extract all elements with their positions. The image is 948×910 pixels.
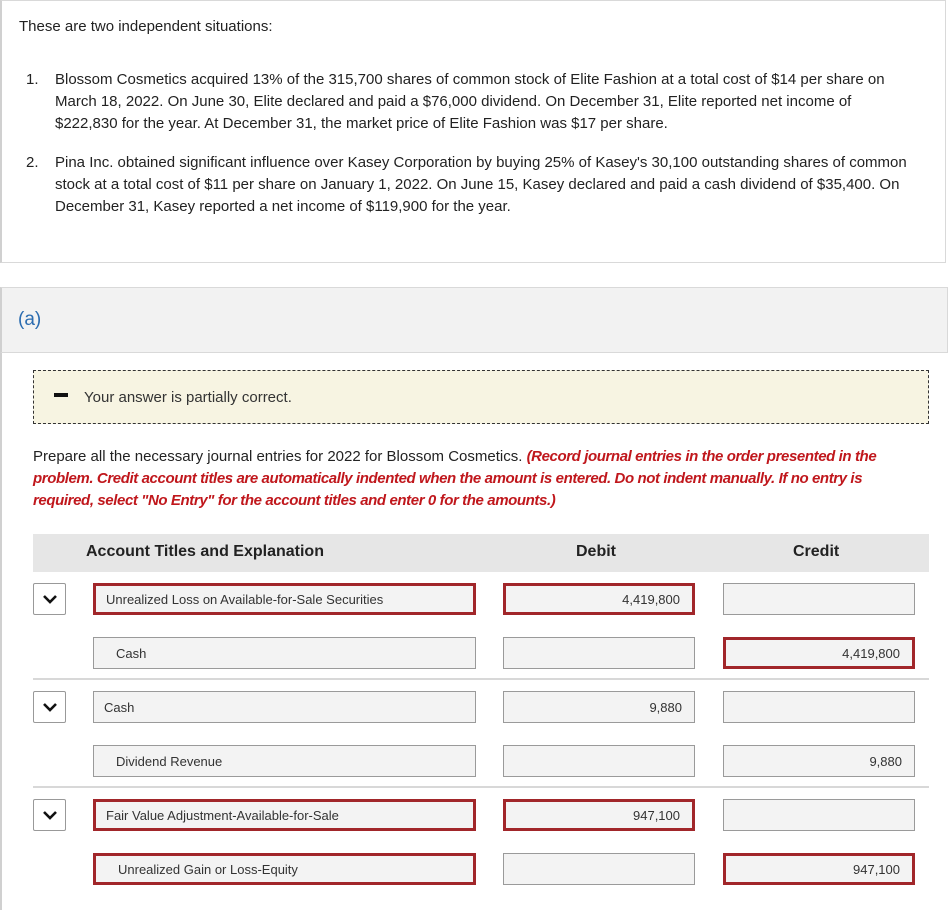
- debit-input[interactable]: 9,880: [503, 691, 695, 723]
- situation-number: 2.: [26, 154, 39, 171]
- debit-input[interactable]: [503, 637, 695, 669]
- instructions: [33, 446, 913, 512]
- header-debit: Debit: [576, 543, 616, 560]
- credit-input[interactable]: 947,100: [723, 853, 915, 885]
- credit-input[interactable]: 9,880: [723, 745, 915, 777]
- situation-number: 1.: [26, 71, 39, 88]
- header-credit: Credit: [793, 543, 840, 560]
- problem-intro: These are two independent situations:: [19, 18, 273, 35]
- account-title-input[interactable]: Cash: [93, 637, 476, 669]
- account-title-input[interactable]: Unrealized Gain or Loss-Equity: [93, 853, 476, 885]
- minus-icon: [54, 393, 68, 397]
- chevron-down-icon: [42, 810, 58, 821]
- situation-text: Blossom Cosmetics acquired 13% of the 315,700 shares of common stock of Elite Fashion at a total cost of $14 per share on March 18, 2022. On June 30, Elite declared and paid a $76,000 dividend. On December 31, Elite reported net income of $222,830 for the year. At December 31, the market price of Elite Fashion was $17 per share.: [55, 71, 885, 132]
- chevron-down-icon: [42, 702, 58, 713]
- header-account: Account Titles and Explanation: [86, 543, 324, 560]
- entry-divider: [33, 786, 929, 788]
- part-label: (a): [18, 309, 42, 330]
- instructions-emphasis: (Record journal entries in the order presented in the problem. Credit account titles are automatically indented when the amount is entered. Do not indent manually. If no entry is required, select "No Entry" for the account titles and enter 0 for the amounts.): [33, 448, 877, 509]
- entry-toggle[interactable]: [33, 799, 66, 831]
- credit-input[interactable]: 4,419,800: [723, 637, 915, 669]
- chevron-down-icon: [42, 594, 58, 605]
- situation-item: [26, 69, 916, 135]
- instructions-lead: Prepare all the necessary journal entries for 2022 for Blossom Cosmetics.: [33, 448, 523, 465]
- debit-input[interactable]: [503, 745, 695, 777]
- account-title-input[interactable]: Cash: [93, 691, 476, 723]
- debit-input[interactable]: [503, 853, 695, 885]
- account-title-input[interactable]: Unrealized Loss on Available-for-Sale Securities: [93, 583, 476, 615]
- situation-item: [26, 152, 916, 218]
- part-header: [0, 287, 948, 353]
- account-title-input[interactable]: Dividend Revenue: [93, 745, 476, 777]
- debit-input[interactable]: 947,100: [503, 799, 695, 831]
- situation-text: Pina Inc. obtained significant influence over Kasey Corporation by buying 25% of Kasey's 30,100 outstanding shares of common stock at a total cost of $11 per share on January 1, 2022. On June 15, Kasey declared and paid a cash dividend of $35,400. On December 31, Kasey reported a net income of $119,900 for the year.: [55, 154, 907, 215]
- credit-input[interactable]: [723, 799, 915, 831]
- debit-input[interactable]: 4,419,800: [503, 583, 695, 615]
- credit-input[interactable]: [723, 691, 915, 723]
- feedback-banner: [33, 370, 929, 424]
- entry-toggle[interactable]: [33, 583, 66, 615]
- situation-list: [26, 69, 916, 235]
- problem-statement: [0, 0, 946, 263]
- account-title-input[interactable]: Fair Value Adjustment-Available-for-Sale: [93, 799, 476, 831]
- journal-table-header: [33, 534, 929, 572]
- feedback-text: Your answer is partially correct.: [84, 389, 292, 406]
- credit-input[interactable]: [723, 583, 915, 615]
- entry-toggle[interactable]: [33, 691, 66, 723]
- entry-divider: [33, 678, 929, 680]
